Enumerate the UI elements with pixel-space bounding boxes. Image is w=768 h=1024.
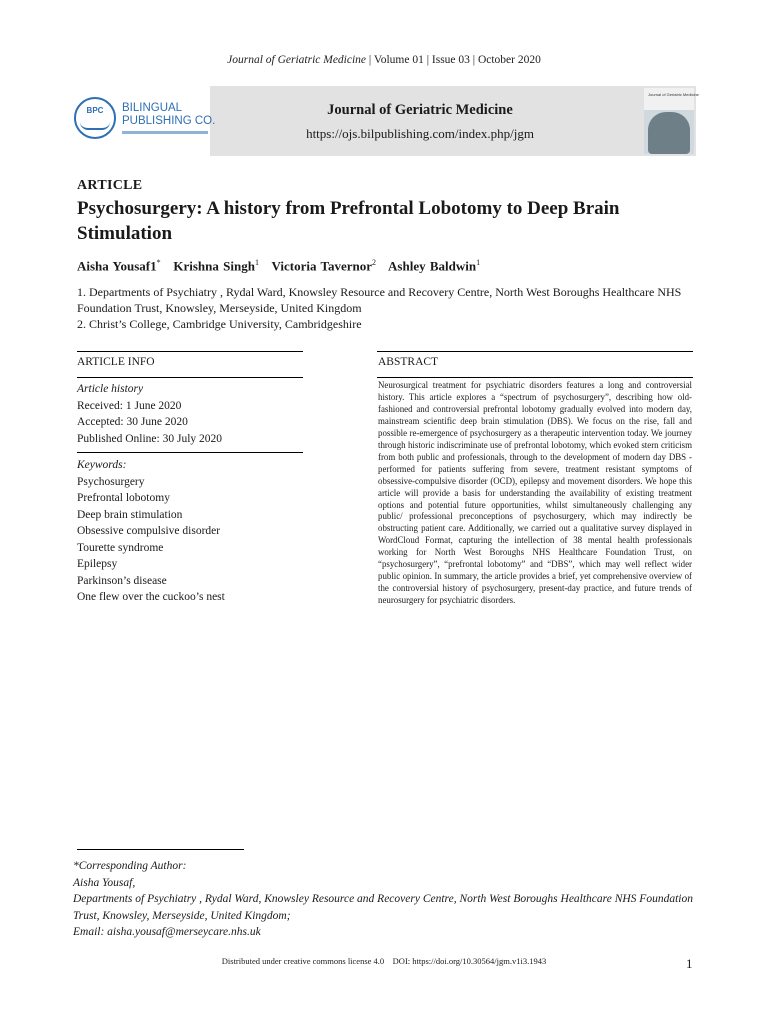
received-date: Received: 1 June 2020 bbox=[77, 399, 182, 412]
keyword-item: Obsessive compulsive disorder bbox=[77, 525, 221, 537]
publisher-name-line2: PUBLISHING CO. bbox=[122, 115, 216, 127]
keyword-item: Epilepsy bbox=[77, 558, 118, 570]
abstract-heading: ABSTRACT bbox=[378, 356, 439, 368]
doi-link[interactable]: DOI: https://doi.org/10.30564/jgm.v1i3.1943 bbox=[392, 956, 547, 966]
keyword-item: Prefrontal lobotomy bbox=[77, 492, 170, 504]
abstract-heading-rule bbox=[377, 377, 693, 378]
accepted-date: Accepted: 30 June 2020 bbox=[77, 416, 188, 428]
article-history bbox=[77, 381, 303, 447]
banner-journal-title: Journal of Geriatric Medicine bbox=[327, 102, 513, 118]
publisher-logo-abbrev: BPC bbox=[86, 106, 104, 115]
running-header-journal: Journal of Geriatric Medicine bbox=[227, 54, 367, 66]
affiliation-2: 2. Christ’s College, Cambridge University, Cambridgeshire bbox=[77, 317, 362, 331]
abstract-text: Neurosurgical treatment for psychiatric disorders features a long and controversial history. This article explores a “spectrum of psychosurgery”, describing how old-fashioned and controversial prefrontal lobotomy gradually evolved into modern day, mainstream scientific deep brain stimulation (DBS). We focus on the rise, fall and possible re-emergence of psychosurgery as a therapeutic intervention today. We journey through historic indiscriminate use of prefrontal lobotomy, which evoked stern criticism from both public and professionals, through to the development of modern day DBS - performed for patients suffering from severe, treatment resistant symptoms of obsessive-compulsive disorder (OCD), epilepsy and movement disorders. We hope this article will provide a basis for understanding the availability of existing treatment options and potential future opportunities, whilst simultaneously challenging any public/ professional preconceptions of psychosurgery, which may indirectly be obstructing patient care. Additionally, we carried out a qualitative survey displayed in WordCloud Format, capturing the intellection of 38 mental health professionals working for North West Boroughs NHS Healthcare Foundation Trust, on “psychosurgery”, “prefrontal lobotomy” and “DBS”, which may well reflect wider public opinion. In summary, the article provides a brief, yet comprehensive overview of the controversial history of psychosurgery, present-day practice, and future trends of neurosurgery for psychiatric disorders. bbox=[378, 380, 692, 606]
keywords-rule bbox=[77, 452, 303, 453]
logo-wave-icon bbox=[80, 118, 110, 130]
published-date: Published Online: 30 July 2020 bbox=[77, 432, 223, 445]
author-name: Krishna Singh bbox=[173, 258, 255, 274]
author-superscript: * bbox=[156, 258, 161, 267]
keyword-item: Parkinson’s disease bbox=[77, 574, 167, 587]
author-name: Ashley Baldwin bbox=[388, 258, 477, 274]
corresponding-author-footnote bbox=[73, 858, 703, 941]
page-footer bbox=[0, 956, 768, 966]
running-header bbox=[0, 54, 768, 66]
author-name: Victoria Tavernor bbox=[271, 258, 372, 274]
article-info-heading: ARTICLE INFO bbox=[77, 356, 155, 368]
article-history-label: Article history bbox=[77, 383, 144, 395]
keyword-item: Tourette syndrome bbox=[77, 541, 164, 554]
publisher-name bbox=[122, 102, 215, 128]
page-number: 1 bbox=[686, 956, 693, 971]
affiliation-1: 1. Departments of Psychiatry , Rydal Ward, Knowsley Resource and Recovery Centre, North West Boroughs Healthcare NHS Foundation Trust, Knowsley, Merseyside, United Kingdom bbox=[77, 285, 682, 315]
license-text: Distributed under creative commons license 4.0 bbox=[221, 956, 385, 966]
keywords-list bbox=[77, 457, 303, 606]
keywords-label: Keywords: bbox=[77, 459, 127, 471]
keyword-item: Deep brain stimulation bbox=[77, 508, 183, 521]
publisher-name-line1: BILINGUAL bbox=[122, 102, 183, 114]
author-superscript: 2 bbox=[372, 258, 376, 267]
cover-title: Journal of Geriatric Medicine bbox=[648, 92, 699, 97]
author-superscript: 1 bbox=[476, 258, 481, 267]
author-name: Aisha Yousaf1 bbox=[77, 258, 157, 274]
info-top-rule bbox=[77, 351, 303, 352]
publisher-tagline-bar bbox=[122, 131, 208, 134]
footnote-address: Departments of Psychiatry , Rydal Ward, Knowsley Resource and Recovery Centre, North West Boroughs Healthcare NHS Foundation Trust, Knowsley, Merseyside, United Kingdom; bbox=[73, 893, 693, 922]
author-superscript: 1 bbox=[254, 258, 259, 267]
keyword-item: One flew over the cuckoo’s nest bbox=[77, 591, 225, 603]
article-title: Psychosurgery: A history from Prefrontal Lobotomy to Deep Brain Stimulation bbox=[77, 198, 620, 244]
footnote-author: Aisha Yousaf, bbox=[73, 876, 136, 889]
banner-journal-url[interactable]: https://ojs.bilpublishing.com/index.php/jgm bbox=[306, 126, 534, 141]
abstract-top-rule bbox=[377, 351, 693, 352]
footnote-label: *Corresponding Author: bbox=[73, 860, 187, 872]
footnote-email: Email: aisha.yousaf@merseycare.nhs.uk bbox=[73, 926, 261, 938]
keyword-item: Psychosurgery bbox=[77, 475, 145, 488]
cover-photo bbox=[648, 112, 690, 154]
author-list bbox=[77, 258, 480, 274]
info-heading-rule bbox=[77, 377, 303, 378]
article-type-label: ARTICLE bbox=[77, 178, 143, 193]
running-header-issue: | Volume 01 | Issue 03 | October 2020 bbox=[366, 54, 541, 66]
footnote-rule bbox=[77, 849, 244, 850]
